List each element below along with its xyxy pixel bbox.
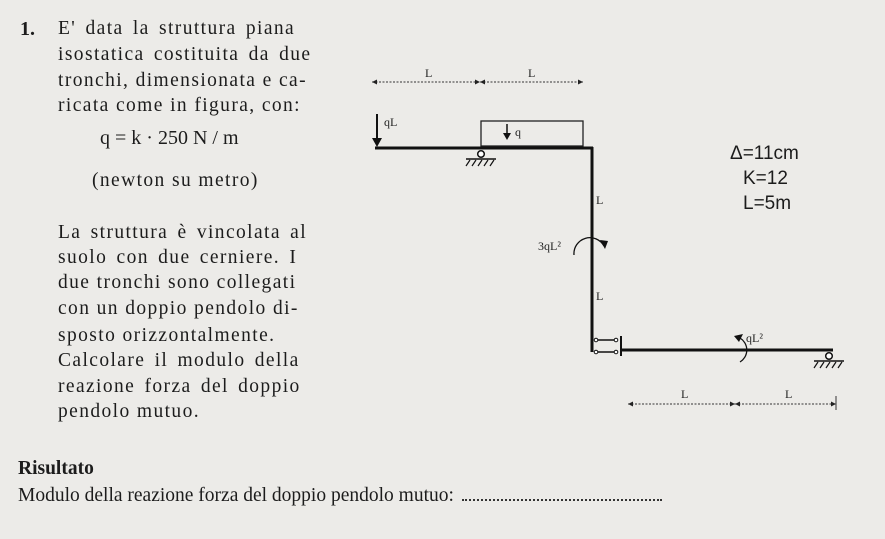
double-pendulum	[594, 336, 621, 356]
description-line: suolo con due cerniere. I	[58, 247, 298, 268]
hinge-support-upper	[466, 151, 496, 166]
description-line: La struttura è vincolata al	[58, 222, 308, 243]
moment-lower	[734, 331, 763, 362]
problem-text-line: E' data la struttura piana	[58, 18, 296, 39]
description-line: pendolo mutuo.	[58, 401, 201, 422]
param-k: K=12	[743, 168, 788, 189]
param-delta: Δ=11cm	[730, 143, 799, 164]
result-question-text: Modulo della reazione forza del doppio pendolo mutuo:	[18, 485, 454, 506]
svg-text:L: L	[785, 387, 793, 401]
problem-number: 1.	[20, 18, 35, 40]
problem-text-line: tronchi, dimensionata e ca-	[58, 70, 307, 91]
point-load	[372, 114, 397, 147]
result-question	[18, 485, 662, 507]
result-title: Risultato	[18, 458, 94, 479]
svg-text:3qL²: 3qL²	[538, 239, 561, 253]
svg-text:q: q	[515, 125, 521, 139]
dimension-top	[372, 66, 583, 82]
dim-label: L	[425, 66, 433, 80]
description-line: con un doppio pendolo di-	[58, 298, 299, 319]
hinge-support-lower	[814, 353, 844, 368]
description-line: due tronchi sono collegati	[58, 272, 297, 293]
description-line: Calcolare il modulo della	[58, 350, 300, 371]
vert-label: L	[596, 193, 604, 207]
dimension-bottom	[628, 387, 836, 410]
problem-text-line: isostatica costituita da due	[58, 44, 312, 65]
svg-text:qL: qL	[384, 115, 398, 129]
unit-note: (newton su metro)	[92, 170, 259, 191]
svg-text:qL²: qL²	[746, 331, 763, 345]
param-l: L=5m	[743, 193, 792, 214]
moment-upper	[538, 238, 608, 255]
dim-label: L	[528, 66, 536, 80]
svg-text:L: L	[681, 387, 689, 401]
distributed-load	[481, 121, 583, 146]
description-line: sposto orizzontalmente.	[58, 325, 276, 346]
description-line: reazione forza del doppio	[58, 376, 301, 397]
problem-text-line: ricata come in figura, con:	[58, 95, 301, 116]
load-formula: q = k · 250 N / m	[100, 127, 239, 149]
answer-blank[interactable]	[462, 485, 662, 501]
vert-label: L	[596, 289, 604, 303]
